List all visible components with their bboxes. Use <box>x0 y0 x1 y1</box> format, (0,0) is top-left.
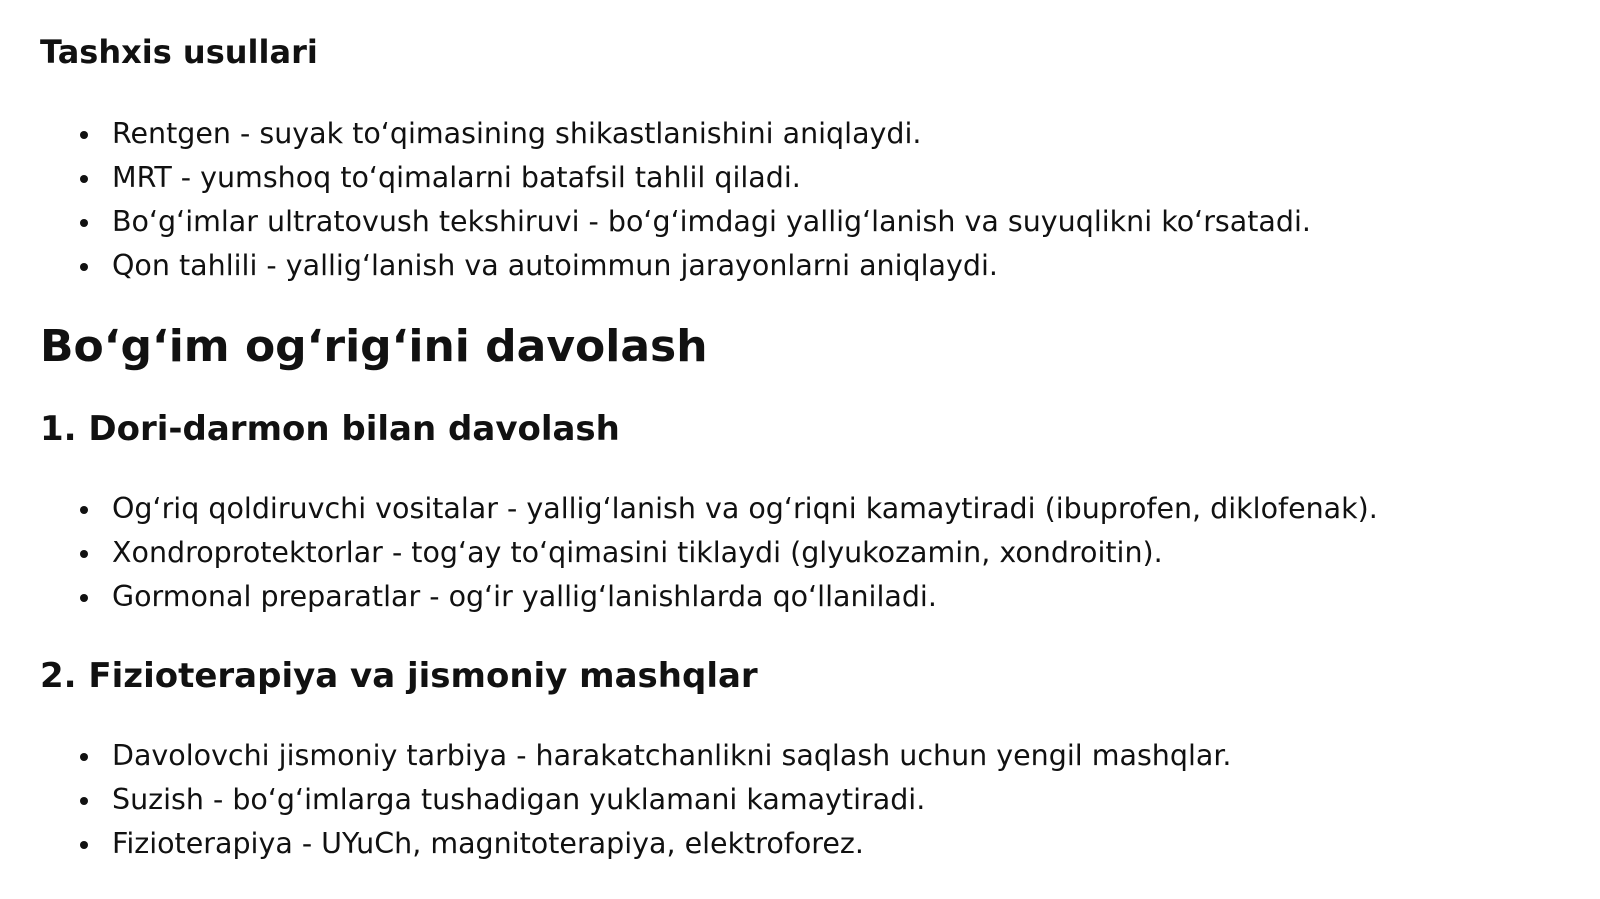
medication-heading: 1. Dori-darmon bilan davolash <box>40 409 620 449</box>
article-body <box>40 0 1580 899</box>
physio-heading: 2. Fizioterapiya va jismoniy mashqlar <box>40 656 758 696</box>
list-item: Davolovchi jismoniy tarbiya - harakatchanlikni saqlash uchun yengil mashqlar. <box>40 734 1232 778</box>
treatment-heading: Bo‘g‘im og‘rig‘ini davolash <box>40 321 708 372</box>
diagnosis-list <box>40 112 1311 288</box>
diagnosis-heading: Tashxis usullari <box>40 33 318 71</box>
list-item: Gormonal preparatlar - og‘ir yallig‘lanishlarda qo‘llaniladi. <box>40 575 1378 619</box>
list-item: Og‘riq qoldiruvchi vositalar - yallig‘lanish va og‘riqni kamaytiradi (ibuprofen, diklofenak). <box>40 487 1378 531</box>
list-item: Xondroprotektorlar - tog‘ay to‘qimasini tiklaydi (glyukozamin, xondroitin). <box>40 531 1378 575</box>
list-item: Rentgen - suyak to‘qimasining shikastlanishini aniqlaydi. <box>40 112 1311 156</box>
list-item: Qon tahlili - yallig‘lanish va autoimmun jarayonlarni aniqlaydi. <box>40 244 1311 288</box>
list-item: Suzish - bo‘g‘imlarga tushadigan yuklamani kamaytiradi. <box>40 778 1232 822</box>
list-item: Bo‘g‘imlar ultratovush tekshiruvi - bo‘g‘imdagi yallig‘lanish va suyuqlikni ko‘rsatadi. <box>40 200 1311 244</box>
list-item: Fizioterapiya - UYuCh, magnitoterapiya, elektroforez. <box>40 822 1232 866</box>
physio-list <box>40 734 1232 866</box>
list-item: MRT - yumshoq to‘qimalarni batafsil tahlil qiladi. <box>40 156 1311 200</box>
medication-list <box>40 487 1378 619</box>
